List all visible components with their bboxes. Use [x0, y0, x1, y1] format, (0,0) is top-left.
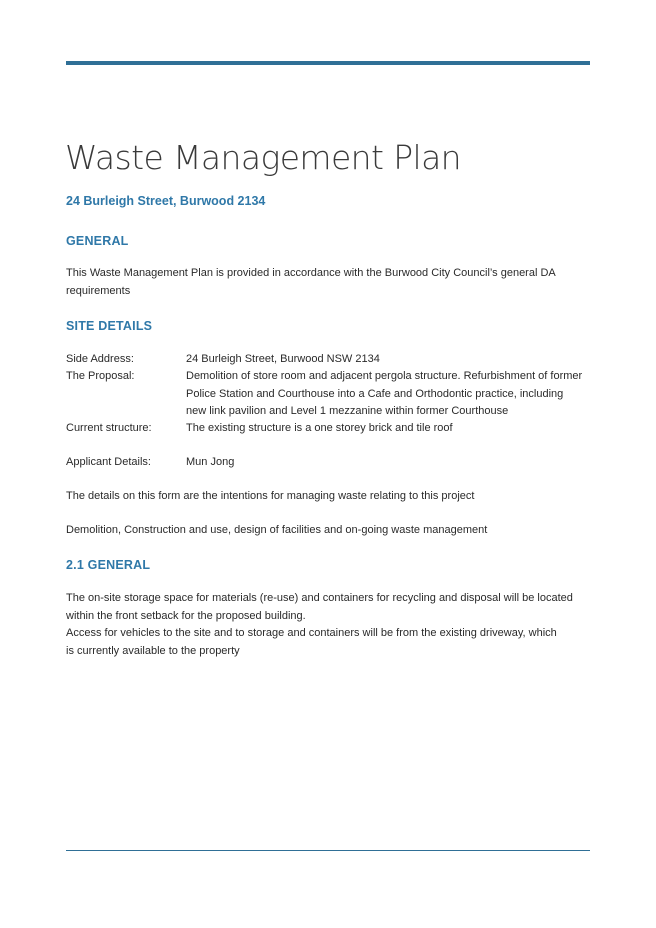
- bottom-divider: [66, 850, 590, 851]
- applicant-value: Mun Jong: [186, 456, 235, 468]
- site-address-value: 24 Burleigh Street, Burwood NSW 2134: [186, 353, 380, 365]
- proposal-value: Demolition of store room and adjacent pergola structure. Refurbishment of former Police Station and Courthouse into a Cafe and Orthodontic practice, including new link pavilion and Level 1 mezzanine within former Courthouse: [186, 370, 583, 417]
- section-2-1-heading: 2.1 GENERAL: [66, 558, 151, 572]
- current-structure-label: Current structure:: [66, 422, 152, 434]
- site-address-label: Side Address:: [66, 353, 134, 365]
- proposal-label: The Proposal:: [66, 370, 135, 382]
- general-text: This Waste Management Plan is provided in accordance with the Burwood City Council’s general DA requirements: [66, 267, 556, 297]
- current-structure-value: The existing structure is a one storey brick and tile roof: [186, 422, 453, 434]
- storage-paragraph: The on-site storage space for materials (re-use) and containers for recycling and disposal will be located within the front setback for the proposed building.: [66, 592, 573, 622]
- intentions-note: The details on this form are the intentions for managing waste relating to this project: [66, 490, 475, 502]
- scope-note: Demolition, Construction and use, design of facilities and on-going waste management: [66, 524, 488, 536]
- applicant-label: Applicant Details:: [66, 456, 151, 468]
- top-divider: [66, 61, 590, 65]
- document-subtitle-address: 24 Burleigh Street, Burwood 2134: [66, 194, 266, 208]
- general-heading: GENERAL: [66, 234, 129, 248]
- site-details-heading: SITE DETAILS: [66, 319, 153, 333]
- document-title: Waste Management Plan: [65, 138, 462, 177]
- access-paragraph: Access for vehicles to the site and to storage and containers will be from the existing driveway, which is currently available to the property: [66, 627, 557, 657]
